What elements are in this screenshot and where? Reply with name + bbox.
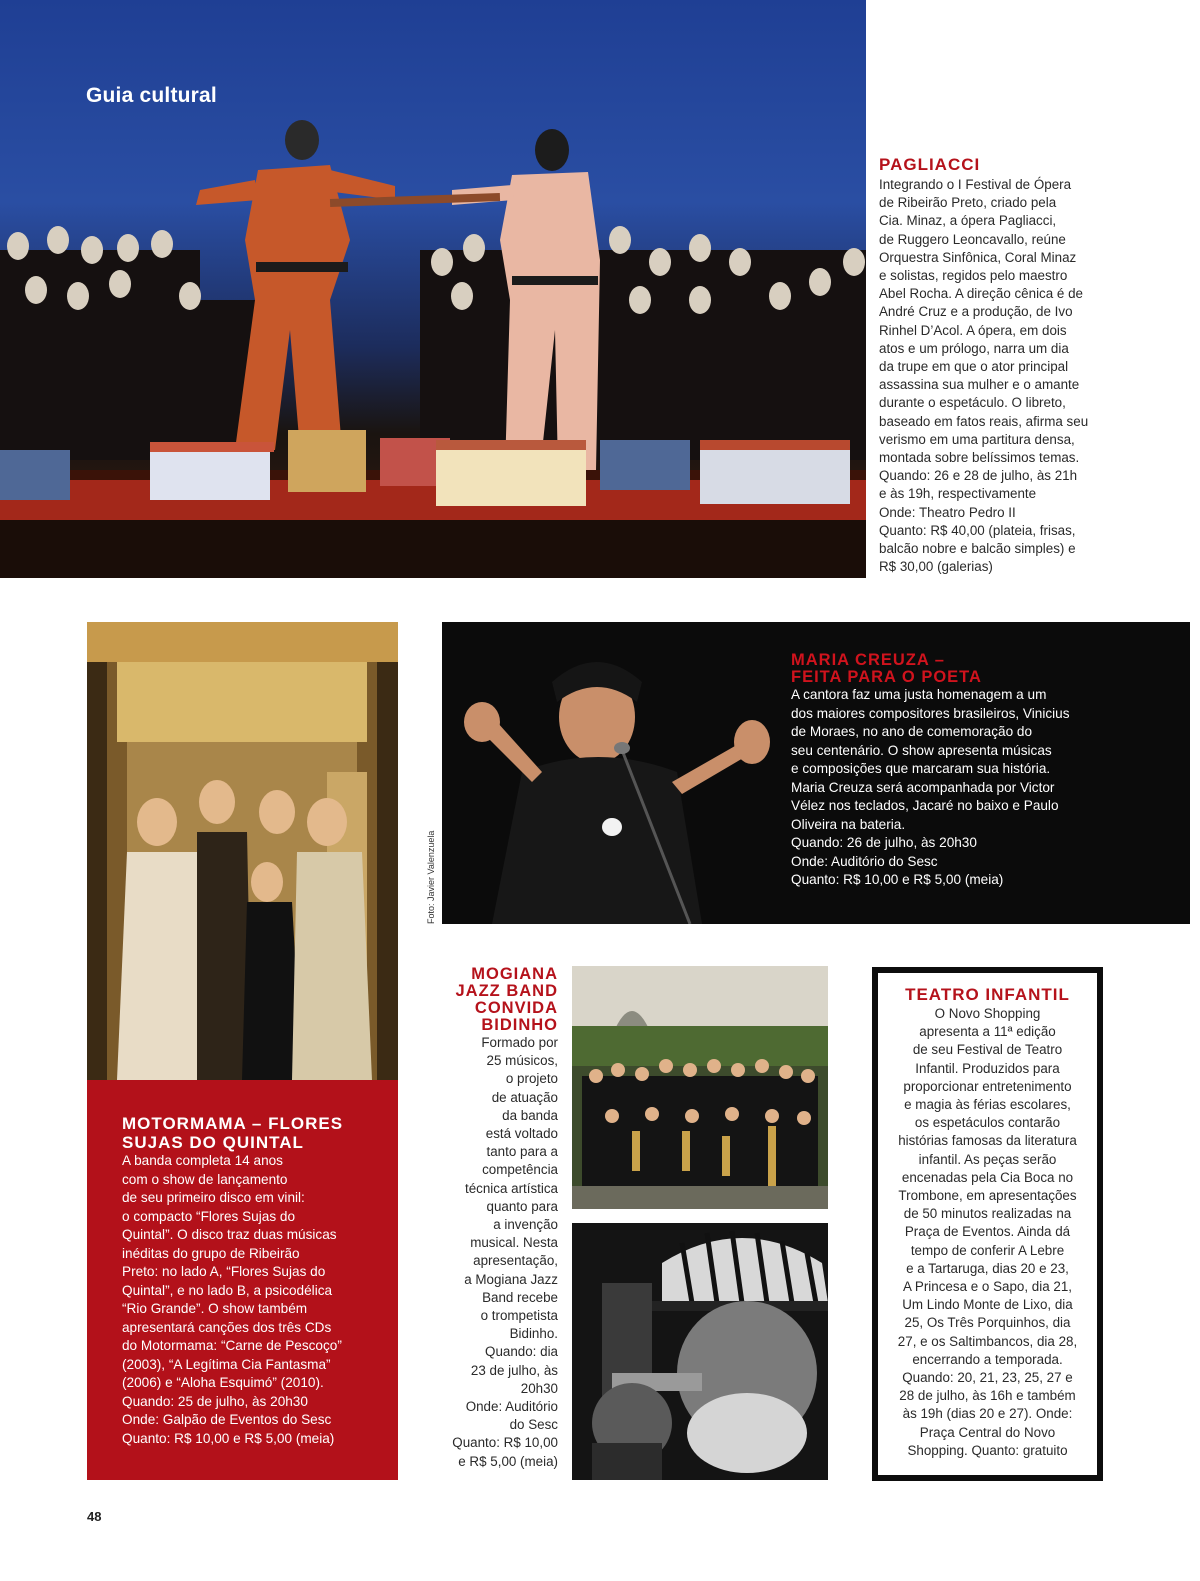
- teatro-line: os espetáculos contarão: [914, 1115, 1061, 1131]
- teatro-line: Infantil. Produzidos para: [915, 1060, 1060, 1076]
- pagliacci-line: Onde: Theatro Pedro II: [879, 504, 1016, 520]
- teatro-line: de seu Festival de Teatro: [912, 1042, 1063, 1058]
- teatro-line: 28 de julho, às 16h e também: [899, 1388, 1076, 1404]
- mogiana-line: a invenção: [493, 1217, 558, 1233]
- motormama-title: [122, 1114, 392, 1152]
- motormama-line: inéditas do grupo de Ribeirão: [122, 1245, 300, 1261]
- mogiana-line: técnica artística: [464, 1180, 558, 1196]
- motormama-line: Quanto: R$ 10,00 e R$ 5,00 (meia): [122, 1430, 335, 1446]
- mogiana-line: 20h30: [520, 1380, 558, 1396]
- pagliacci-line: R$ 30,00 (galerias): [879, 559, 993, 575]
- teatro-line: Praça Central do Novo: [919, 1424, 1056, 1440]
- teatro-line: 27, e os Saltimbancos, dia 28,: [897, 1333, 1078, 1349]
- mogiana-line: do Sesc: [509, 1417, 558, 1433]
- maria-creuza-title: [791, 652, 1171, 686]
- motormama-line: de seu primeiro disco em vinil:: [122, 1190, 305, 1205]
- teatro-line: Um Lindo Monte de Lixo, dia: [902, 1297, 1073, 1313]
- motormama-line: com o show de lançamento: [122, 1171, 288, 1187]
- pagliacci-line: Quando: 26 e 28 de julho, às 21h: [879, 468, 1078, 484]
- motormama-title-line: SUJAS DO QUINTAL: [122, 1133, 304, 1152]
- mogiana-line: Formado por: [481, 1035, 558, 1050]
- teatro-line: Trombone, em apresentações: [898, 1188, 1077, 1204]
- mogiana-body: [440, 1034, 558, 1471]
- pagliacci-line: balcão nobre e balcão simples) e: [879, 541, 1076, 557]
- motormama-line: Quando: 25 de julho, às 20h30: [122, 1393, 308, 1409]
- teatro-line: encerrando a temporada.: [912, 1351, 1063, 1367]
- pagliacci-body: [879, 176, 1119, 576]
- motormama-article: [122, 1114, 392, 1448]
- teatro-line: O Novo Shopping: [934, 1006, 1041, 1021]
- pagliacci-line: Integrando o I Festival de Ópera: [879, 177, 1072, 192]
- jazz-band-photo: [572, 966, 828, 1209]
- mogiana-line: o projeto: [505, 1071, 558, 1087]
- mogiana-line: da banda: [502, 1107, 558, 1123]
- pagliacci-line: da trupe em que o ator principal: [879, 359, 1069, 375]
- jazz-band-illustration: [572, 966, 828, 1209]
- teatro-line: encenadas pela Cia Boca no: [901, 1169, 1074, 1185]
- teatro-line: proporcionar entretenimento: [903, 1078, 1072, 1094]
- maria-line: seu centenário. O show apresenta músicas: [791, 742, 1052, 758]
- mogiana-title-line: CONVIDA: [474, 999, 558, 1017]
- pagliacci-line: André Cruz e a produção, de Ivo: [879, 304, 1073, 320]
- mogiana-article: [440, 966, 558, 1471]
- motormama-line: Preto: no lado A, “Flores Sujas do: [122, 1264, 326, 1279]
- mogiana-line: Bidinho.: [509, 1326, 558, 1342]
- maria-line: Onde: Auditório do Sesc: [791, 853, 938, 869]
- pagliacci-title: PAGLIACCI: [879, 155, 981, 174]
- trumpeter-illustration: [572, 1223, 828, 1480]
- maria-title-line: MARIA CREUZA –: [791, 651, 945, 669]
- pagliacci-line: montada sobre belíssimos temas.: [879, 450, 1080, 466]
- mogiana-line: Band recebe: [482, 1289, 558, 1305]
- maria-line: Vélez nos teclados, Jacaré no baixo e Paulo: [791, 798, 1059, 813]
- motormama-line: Quintal”. O disco traz duas músicas: [122, 1227, 337, 1242]
- pagliacci-line: verismo em uma partitura densa,: [879, 431, 1075, 447]
- maria-title-line: FEITA PARA O POETA: [791, 668, 982, 686]
- pagliacci-article: [879, 154, 1119, 576]
- motormama-line: do Motormama: “Carne de Pescoço”: [122, 1338, 342, 1353]
- motormama-line: Onde: Galpão de Eventos do Sesc: [122, 1412, 332, 1427]
- trumpeter-photo: [572, 1223, 828, 1480]
- mogiana-line: está voltado: [485, 1126, 558, 1142]
- teatro-line: às 19h (dias 20 e 27). Onde:: [902, 1406, 1073, 1422]
- mogiana-line: de atuação: [491, 1089, 558, 1105]
- mogiana-line: quanto para: [486, 1198, 558, 1214]
- mogiana-line: e R$ 5,00 (meia): [458, 1453, 558, 1469]
- motormama-title-line: MOTORMAMA – FLORES: [122, 1114, 344, 1133]
- motormama-line: apresentará canções dos três CDs: [122, 1319, 332, 1335]
- elevator-band-illustration: [87, 622, 398, 1080]
- pagliacci-line: Rinhel D’Acol. A ópera, em dois: [879, 322, 1067, 338]
- mogiana-title: [440, 966, 558, 1034]
- teatro-line: Shopping. Quanto: gratuito: [907, 1442, 1068, 1458]
- teatro-line: 25, Os Três Porquinhos, dia: [904, 1315, 1071, 1331]
- maria-line: Quando: 26 de julho, às 20h30: [791, 835, 977, 850]
- pagliacci-line: Cia. Minaz, a ópera Pagliacci,: [879, 213, 1057, 229]
- mogiana-line: musical. Nesta: [470, 1235, 558, 1251]
- motormama-line: (2006) e “Aloha Esquimó” (2010).: [122, 1375, 324, 1390]
- teatro-line: tempo de conferir A Lebre: [910, 1242, 1065, 1258]
- motormama-line: o compacto “Flores Sujas do: [122, 1208, 296, 1224]
- pagliacci-line: de Ruggero Leoncavallo, reúne: [879, 231, 1066, 247]
- pagliacci-line: Quanto: R$ 40,00 (plateia, frisas,: [879, 522, 1076, 538]
- pagliacci-line: Orquestra Sinfônica, Coral Minaz: [879, 249, 1077, 265]
- teatro-line: histórias famosas da literatura: [898, 1133, 1077, 1149]
- photo-credit-text: Foto: Javier Valenzuela: [426, 830, 436, 924]
- mogiana-title-line: MOGIANA: [471, 965, 558, 983]
- mogiana-line: Onde: Auditório: [465, 1399, 558, 1415]
- mogiana-title-line: JAZZ BAND: [455, 982, 558, 1000]
- pagliacci-line: e às 19h, respectivamente: [879, 486, 1037, 502]
- maria-line: Quanto: R$ 10,00 e R$ 5,00 (meia): [791, 872, 1004, 887]
- teatro-line: Quando: 20, 21, 23, 25, 27 e: [902, 1370, 1073, 1386]
- maria-line: dos maiores compositores brasileiros, Vinicius: [791, 705, 1070, 721]
- teatro-infantil-title: TEATRO INFANTIL: [905, 985, 1070, 1004]
- teatro-line: e magia às férias escolares,: [904, 1097, 1071, 1113]
- teatro-line: de 50 minutos realizadas na: [903, 1206, 1072, 1222]
- pagliacci-line: Abel Rocha. A direção cênica é de: [879, 286, 1083, 302]
- teatro-infantil-article: [878, 985, 1097, 1460]
- teatro-line: A Princesa e o Sapo, dia 21,: [903, 1279, 1072, 1295]
- mogiana-line: Quanto: R$ 10,00: [452, 1435, 558, 1451]
- maria-line: e composições que marcaram sua história.: [791, 761, 1051, 776]
- pagliacci-line: atos e um prólogo, narra um dia: [879, 340, 1069, 356]
- mogiana-line: apresentação,: [473, 1253, 558, 1269]
- maria-creuza-article: [791, 652, 1171, 890]
- mogiana-line: a Mogiana Jazz: [464, 1271, 558, 1287]
- maria-line: A cantora faz uma justa homenagem a um: [791, 687, 1047, 702]
- mogiana-line: tanto para a: [486, 1144, 558, 1160]
- pagliacci-line: de Ribeirão Preto, criado pela: [879, 195, 1057, 211]
- pagliacci-line: durante o espetáculo. O libreto,: [879, 395, 1066, 411]
- mogiana-line: 25 músicos,: [486, 1053, 558, 1069]
- page-number: 48: [87, 1509, 102, 1524]
- motormama-line: “Rio Grande”. O show também: [122, 1301, 308, 1316]
- motormama-line: Quintal”, e no lado B, a psicodélica: [122, 1282, 333, 1298]
- pagliacci-line: baseado em fatos reais, afirma seu: [879, 413, 1089, 429]
- maria-creuza-body: [791, 686, 1171, 890]
- pagliacci-line: assassina sua mulher e o amante: [879, 377, 1080, 393]
- mogiana-title-line: BIDINHO: [481, 1016, 558, 1034]
- mogiana-line: 23 de julho, às: [470, 1362, 558, 1378]
- motormama-line: (2003), “A Legítima Cia Fantasma”: [122, 1356, 331, 1372]
- motormama-line: A banda completa 14 anos: [122, 1153, 283, 1168]
- mogiana-line: Quando: dia: [485, 1344, 558, 1360]
- teatro-infantil-body: [878, 1005, 1097, 1460]
- mogiana-line: competência: [482, 1162, 558, 1178]
- maria-line: Oliveira na bateria.: [791, 816, 906, 832]
- teatro-line: Praça de Eventos. Ainda dá: [904, 1224, 1071, 1240]
- pagliacci-line: e solistas, regidos pelo maestro: [879, 268, 1068, 284]
- maria-line: de Moraes, no ano de comemoração do: [791, 724, 1033, 739]
- teatro-line: apresenta a 11ª edição: [919, 1024, 1056, 1040]
- teatro-line: infantil. As peças serão: [918, 1151, 1057, 1167]
- mogiana-line: o trompetista: [480, 1308, 558, 1324]
- motormama-photo: [87, 622, 398, 1080]
- teatro-line: e a Tartaruga, dias 20 e 23,: [906, 1260, 1069, 1276]
- maria-line: Maria Creuza será acompanhada por Victor: [791, 779, 1055, 795]
- motormama-body: [122, 1152, 392, 1448]
- section-title: Guia cultural: [86, 84, 217, 107]
